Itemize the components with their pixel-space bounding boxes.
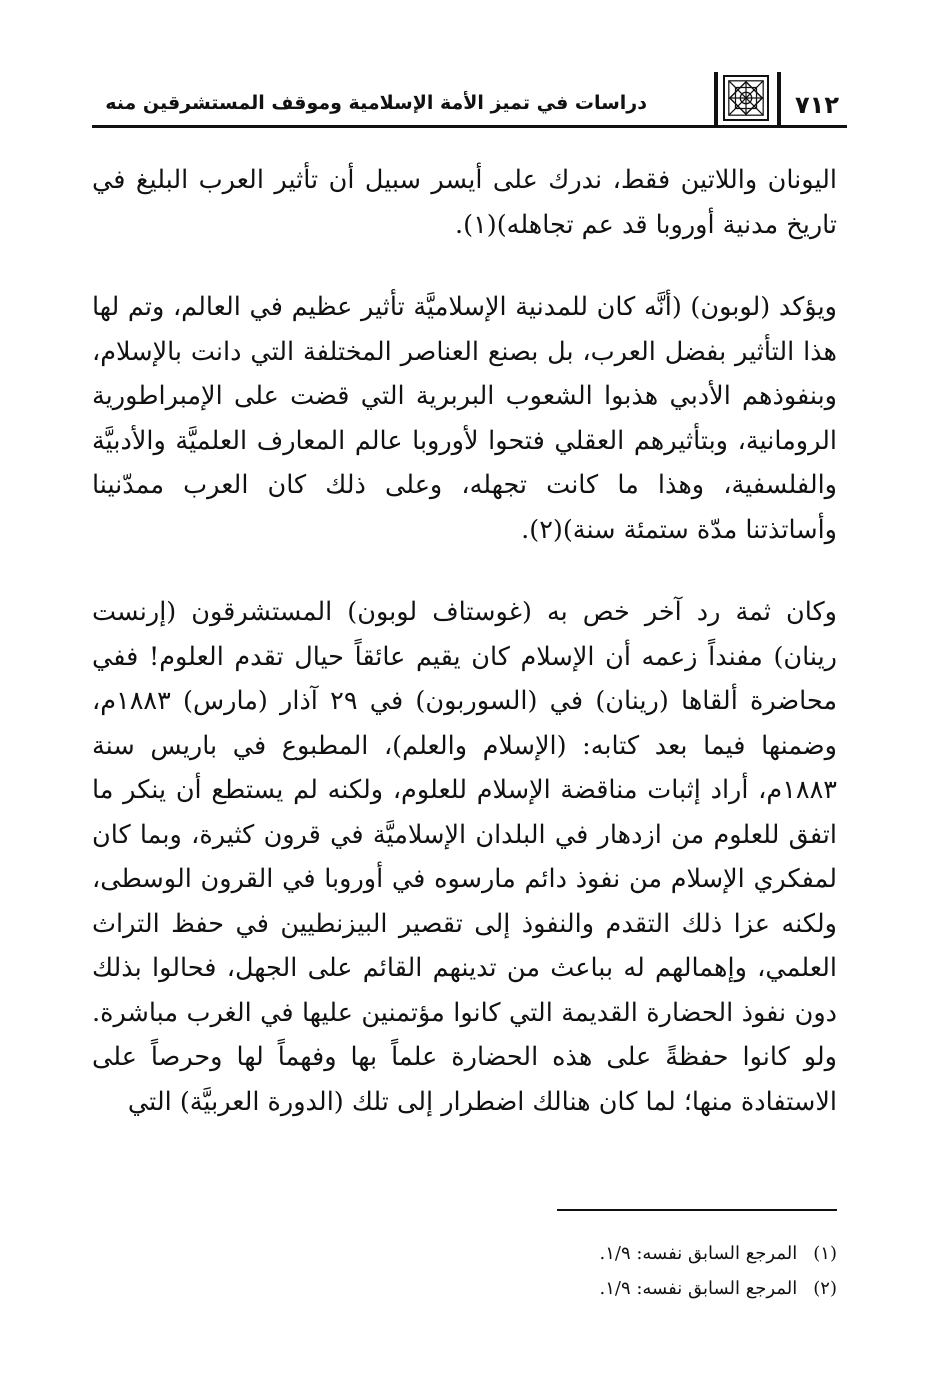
footnote [400, 1236, 837, 1271]
paragraph: اليونان واللاتين فقط، ندرك على أيسر سبيل أن تأثير العرب البليغ في تاريخ مدنية أوروبا قد عم تجاهله)(١). [92, 165, 837, 240]
footnote-separator [557, 1209, 837, 1211]
footnote-text: المرجع السابق نفسه: ١/٩. [599, 1278, 798, 1299]
footnote-number: (٢) [813, 1278, 837, 1299]
footnote-number: (١) [813, 1243, 837, 1264]
footnote [400, 1271, 837, 1306]
running-title: دراسات في تميز الأمة الإسلامية وموقف المستشرقين منه [105, 92, 647, 114]
header-rule [92, 125, 847, 128]
page-number: ٧١٢ [795, 91, 839, 119]
page-header [92, 68, 847, 128]
footnotes [400, 1236, 837, 1306]
body-text [92, 158, 837, 1124]
footnote-text: المرجع السابق نفسه: ١/٩. [599, 1243, 798, 1264]
paragraph: ويؤكد (لوبون) (أنَّه كان للمدنية الإسلاميَّة تأثير عظيم في العالم، وتم لها هذا التأثير بفضل العرب، بل بصنع العناصر المختلفة التي دانت بالإسلام، وبنفوذهم الأدبي هذبوا الشعوب البربرية التي قضت على الإمبراطورية الرومانية، وبتأثيرهم العقلي فتحوا لأوروبا عالم المعارف العلميَّة والأدبيَّة والفلسفية، وهذا ما كانت تجهله، وعلى ذلك كان العرب ممدّنينا وأساتذتنا مدّة ستمئة سنة)(٢). [92, 292, 837, 545]
paragraph: وكان ثمة رد آخر خص به (غوستاف لوبون) المستشرقون (إرنست رينان) مفنداً زعمه أن الإسلام كان يقيم عائقاً حيال تقدم العلوم! ففي محاضرة ألقاها (رينان) في (السوربون) في ٢٩ آذار (مارس) ١٨٨٣م، وضمنها فيما بعد كتابه: (الإسلام والعلم)، المطبوع في باريس سنة ١٨٨٣م، أراد إثبات مناقضة الإسلام للعلوم، ولكنه لم يستطع أن ينكر ما اتفق للعلوم من ازدهار في البلدان الإسلاميَّة في قرون كثيرة، وبما كان لمفكري الإسلام من نفوذ دائم مارسوه في أوروبا في القرون الوسطى، ولكنه عزا ذلك التقدم والنفوذ إلى تقصير البيزنطيين في حفظ التراث العلمي، وإهمالهم له بباعث من تدينهم القائم على الجهل، فحالوا بذلك دون نفوذ الحضارة القديمة التي كانوا مؤتمنين عليها في الغرب مباشرة. ولو كانوا حفظةً على هذه الحضارة علماً بها وفهماً لها وحرصاً على الاستفادة منها؛ لما كان هنالك اضطرار إلى تلك (الدورة العربيَّة) التي [92, 597, 837, 1117]
header-divider-left [714, 72, 718, 126]
ornament-icon [723, 75, 769, 121]
header-divider-right [777, 72, 781, 126]
